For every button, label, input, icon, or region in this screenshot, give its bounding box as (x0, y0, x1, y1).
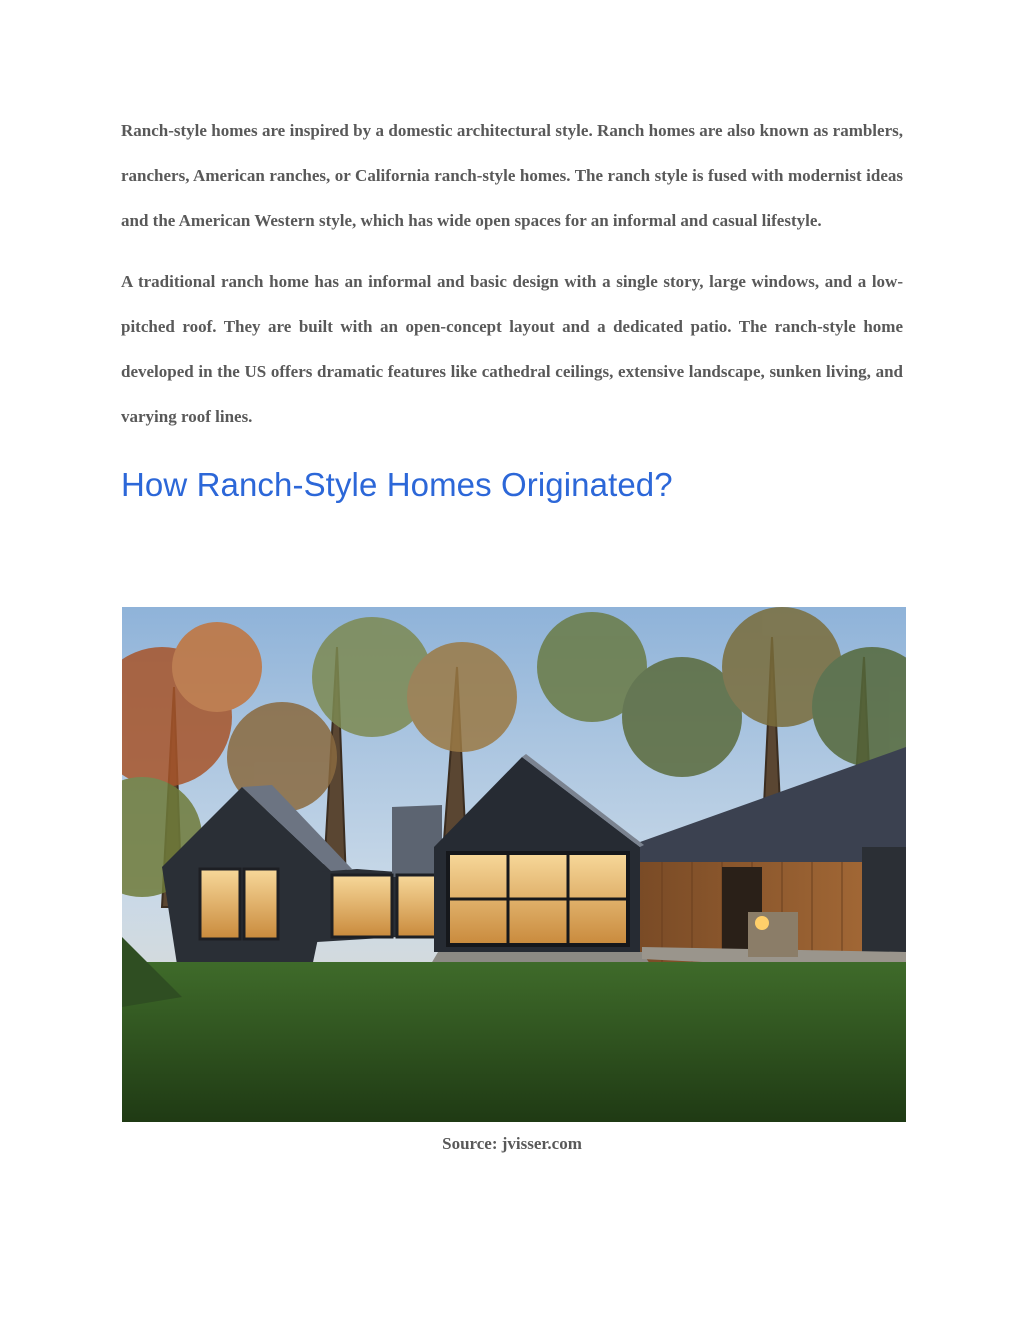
figure-caption: Source: jvisser.com (442, 1134, 582, 1153)
section-heading: How Ranch-Style Homes Originated? (121, 466, 673, 503)
ranch-house-photo (122, 607, 906, 1122)
paragraph-ranch-intro: Ranch-style homes are inspired by a domestic architectural style. Ranch homes are also known as ramblers, ranchers, American ranches, or California ranch-style homes. The ranch style is fused with modernist ideas and the American Western style, which has wide open spaces for an informal and casual lifestyle. (121, 121, 903, 230)
article-body (121, 108, 903, 505)
paragraph-traditional-ranch: A traditional ranch home has an informal and basic design with a single story, large windows, and a low-pitched roof. They are built with an open-concept layout and a dedicated patio. The ranch-style home developed in the US offers dramatic features like cathedral ceilings, extensive landscape, sunken living, and varying roof lines. (121, 272, 903, 426)
